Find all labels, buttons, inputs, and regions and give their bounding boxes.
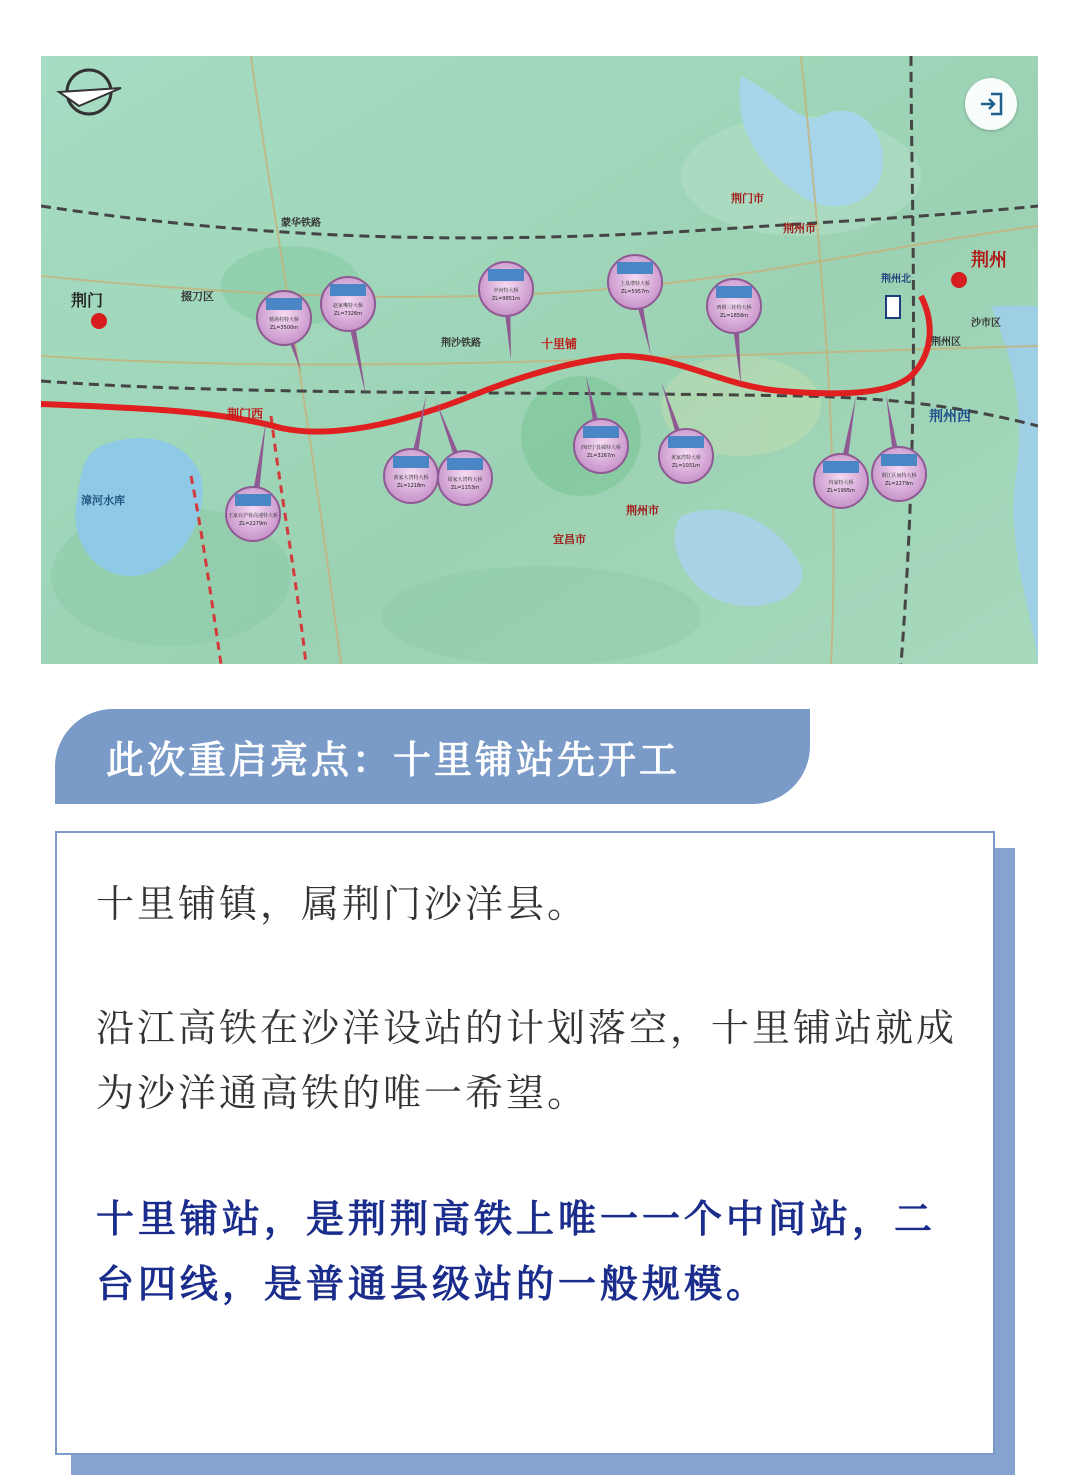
- bridge-name: 中河特大桥: [493, 288, 519, 294]
- bridge-name: 周家大湾特大桥: [447, 477, 483, 483]
- label-jingsha-railway: 荆沙铁路: [441, 338, 481, 349]
- bridge-name: 杨场村特大桥: [268, 317, 300, 323]
- label-jingmen-city: 荆门市: [731, 192, 764, 205]
- bridge-photo: [668, 436, 704, 448]
- bridge-name: 黄家湾特大桥: [670, 455, 702, 461]
- bridge-name: 王家台沪蓉高速特大桥: [227, 513, 279, 519]
- paragraph-1: 十里铺镇，属荆门沙洋县。: [96, 882, 589, 926]
- bridge-length: ZL=1218m: [397, 483, 425, 489]
- label-jingzhou-city-south: 荆州市: [626, 504, 659, 517]
- bridge-photo: [583, 426, 619, 438]
- label-zhangyu-reservoir: 漳河水库: [81, 494, 125, 507]
- bridge-photo: [881, 454, 917, 466]
- label-shilipu: 十里铺: [541, 337, 578, 351]
- bridge-length: ZL=1031m: [672, 463, 700, 469]
- bridge-length: ZL=2279m: [885, 481, 913, 487]
- exit-to-app-icon: [977, 90, 1005, 118]
- jingmen-city-marker: [91, 313, 107, 329]
- bridge-photo: [266, 298, 302, 310]
- exit-button[interactable]: [965, 78, 1017, 130]
- label-shashi: 沙市区: [971, 318, 1001, 329]
- paragraph-3-highlight: 十里铺站，是荆荆高铁上唯一一个中间站，二台四线，是普通县级站的一般规模。: [96, 1197, 937, 1306]
- bridge-photo: [617, 262, 653, 274]
- bridge-photo: [393, 456, 429, 468]
- station-marker: [886, 296, 900, 318]
- label-jingzhou-west: 荆州西: [929, 409, 971, 425]
- paragraph-2: 沿江高铁在沙洋设站的计划落空，十里铺站就成为沙洋通高铁的唯一希望。: [96, 1006, 958, 1115]
- bridge-name: 荆江区间特大桥: [881, 473, 917, 479]
- bridge-photo: [823, 461, 859, 473]
- bridge-photo: [716, 286, 752, 298]
- bridge-photo: [488, 269, 524, 281]
- bridge-name: 冉家特大桥: [828, 480, 854, 486]
- bridge-length: ZL=9851m: [492, 296, 520, 302]
- label-menghua-railway: 蒙华铁路: [281, 218, 321, 229]
- bridge-length: ZL=3267m: [587, 453, 615, 459]
- route-map: [41, 56, 1038, 664]
- label-jingmen-west: 荆门西: [227, 407, 264, 421]
- label-jingzhou-district: 荆州区: [931, 337, 961, 348]
- jingzhou-city-marker: [951, 272, 967, 288]
- bridge-name: 西田宁县城特大桥: [580, 445, 622, 451]
- bridge-name: 西荆三桂特大桥: [716, 305, 752, 311]
- bridge-length: ZL=1153m: [451, 485, 479, 491]
- section-title: 此次重启亮点：十里铺站先开工: [106, 738, 681, 782]
- bridge-length: ZL=2279m: [239, 521, 267, 527]
- label-duodao: 掇刀区: [181, 290, 214, 303]
- bridge-length: ZL=5957m: [621, 289, 649, 295]
- bridge-photo: [447, 458, 483, 470]
- bridge-length: ZL=1995m: [827, 488, 855, 494]
- label-jingmen: 荆门: [71, 291, 104, 310]
- bridge-length: ZL=3500m: [270, 325, 298, 331]
- label-jingzhou-city: 荆州市: [783, 222, 816, 235]
- label-jingzhou-north: 荆州北: [881, 274, 911, 285]
- label-jingzhou: 荆州: [971, 250, 1007, 271]
- bridge-name: 赵家嘴特大桥: [332, 303, 364, 309]
- bridge-name: 黄家大湾特大桥: [393, 475, 429, 481]
- bridge-name: 上泉漕特大桥: [619, 281, 651, 287]
- bridge-photo: [330, 284, 366, 296]
- bridge-length: ZL=7326m: [334, 311, 362, 317]
- map-canvas: [41, 56, 1038, 664]
- bridge-length: ZL=1858m: [720, 313, 748, 319]
- bridge-photo: [235, 494, 271, 506]
- label-yichang-city: 宜昌市: [553, 533, 586, 546]
